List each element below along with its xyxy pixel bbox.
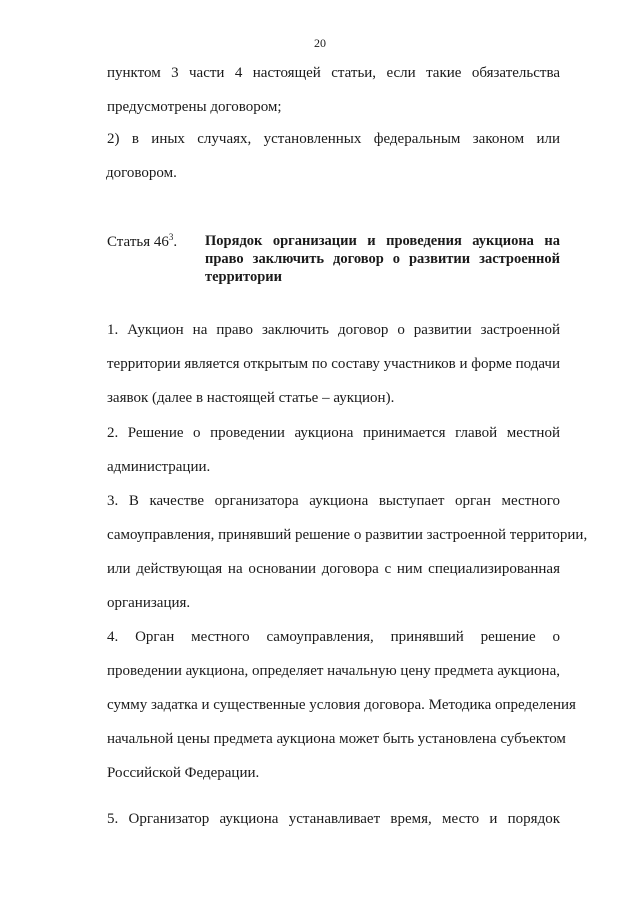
article-title-line: право заключить договор о развитии застроенной (205, 251, 560, 267)
paragraph-4 (107, 620, 576, 790)
article-label-dot: . (173, 234, 178, 250)
article-title (205, 232, 560, 286)
text-line: проведении аукциона, определяет начальную цену предмета аукциона, (107, 663, 560, 679)
text-line: Российской Федерации. (107, 765, 260, 781)
text-line: предусмотрены договором; (107, 99, 282, 115)
text-line: договором. (106, 165, 177, 181)
text-line: пунктом 3 части 4 настоящей статьи, если такие обязательства (107, 65, 560, 81)
text-line: 1. Аукцион на право заключить договор о развитии застроенной (107, 322, 560, 338)
paragraph-2 (107, 416, 560, 484)
text-line: администрации. (107, 459, 211, 475)
article-label-text: Статья 46 (107, 234, 169, 250)
paragraph-1 (107, 313, 560, 415)
text-line: сумму задатка и существенные условия договора. Методика определения (107, 697, 576, 713)
text-line: организация. (107, 595, 191, 611)
intro-item-2 (107, 122, 560, 190)
text-line: 3. В качестве организатора аукциона выступает орган местного (107, 493, 560, 509)
page-number: 20 (314, 36, 326, 50)
text-line: 2. Решение о проведении аукциона принимается главой местной (107, 425, 560, 441)
text-line: 5. Организатор аукциона устанавливает время, место и порядок (107, 811, 560, 827)
text-line: территории является открытым по составу участников и форме подачи (107, 356, 560, 372)
text-line: 2) в иных случаях, установленных федеральным законом или (107, 131, 560, 147)
text-line: самоуправления, принявший решение о развитии застроенной территории, (107, 527, 588, 543)
article-title-line: территории (205, 269, 282, 285)
article-title-line: Порядок организации и проведения аукциона на (205, 233, 560, 249)
text-line: начальной цены предмета аукциона может быть установлена субъектом (107, 731, 566, 747)
intro-paragraph (107, 56, 560, 124)
article-label-sup: 3 (168, 232, 174, 242)
article-label (107, 232, 177, 251)
text-line: или действующая на основании договора с ним специализированная (107, 561, 560, 577)
paragraph-3 (107, 484, 588, 620)
text-line: 4. Орган местного самоуправления, принявший решение о (107, 629, 560, 645)
paragraph-5 (107, 802, 560, 836)
text-line: заявок (далее в настоящей статье – аукцион). (107, 390, 395, 406)
